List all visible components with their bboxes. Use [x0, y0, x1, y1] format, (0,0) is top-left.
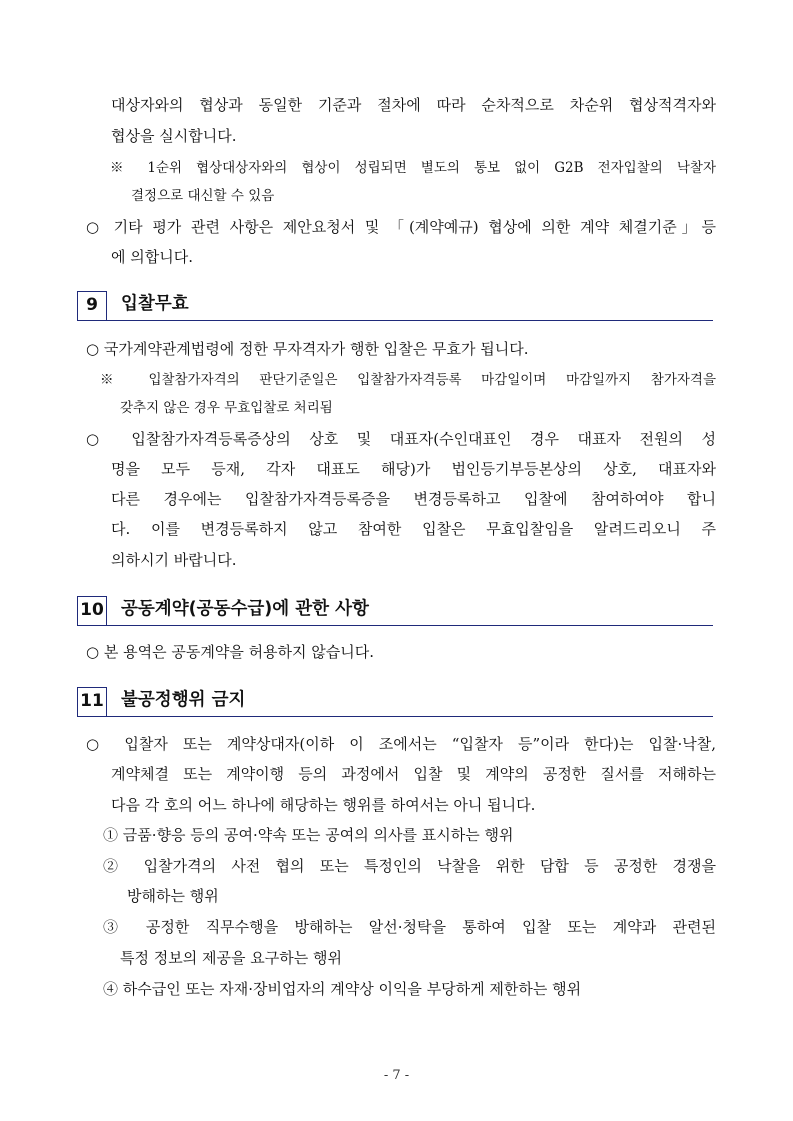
text-line: 다. 이를 변경등록하지 않고 참여한 입찰은 무효입찰임을 알려드리오니 주 — [111, 520, 716, 538]
note-line: ※ 1순위 협상대상자와의 협상이 성립되면 별도의 통보 없이 G2B 전자입찰의 낙찰자 — [110, 160, 716, 176]
section-number: 9 — [77, 291, 107, 321]
list-item: ③ 공정한 직무수행을 방해하는 알선·청탁을 통하여 입찰 또는 계약과 관련된 — [103, 918, 716, 936]
text-line: ○ 본 용역은 공동계약을 허용하지 않습니다. — [86, 643, 375, 661]
note-line: 결정으로 대신할 수 있음 — [131, 188, 275, 204]
list-item: ① 금품·향응 등의 공여·약속 또는 공여의 의사를 표시하는 행위 — [103, 826, 514, 844]
text-line: ○ 입찰자 또는 계약상대자(이하 이 조에서는 “입찰자 등”이라 한다)는 입찰·낙찰, — [86, 735, 716, 753]
text-line: 명을 모두 등재, 각자 대표도 해당)가 법인등기부등본상의 상호, 대표자와 — [111, 460, 716, 478]
list-item: ④ 하수급인 또는 자재·장비업자의 계약상 이익을 부당하게 제한하는 행위 — [103, 980, 582, 998]
list-item-continuation: 방해하는 행위 — [127, 887, 219, 905]
note-line: 갖추지 않은 경우 무효입찰로 처리됨 — [120, 400, 333, 416]
text-line: 다른 경우에는 입찰참가자격등록증을 변경등록하고 입찰에 참여하여야 합니 — [111, 490, 716, 508]
section-divider — [107, 716, 713, 717]
text-line: 의하시기 바랍니다. — [111, 551, 237, 569]
section-title: 공동계약(공동수급)에 관한 사항 — [121, 599, 369, 619]
section-title: 불공정행위 금지 — [121, 690, 246, 710]
text-line: ○ 국가계약관계법령에 정한 무자격자가 행한 입찰은 무효가 됩니다. — [86, 340, 529, 358]
text-line: 대상자와의 협상과 동일한 기준과 절차에 따라 순차적으로 차순위 협상적격자와 — [111, 96, 716, 114]
text-line: ○ 기타 평가 관련 사항은 제안요청서 및 「(계약예규) 협상에 의한 계약 체결기준」등 — [86, 218, 716, 236]
section-number: 10 — [77, 596, 107, 626]
list-item: ② 입찰가격의 사전 협의 또는 특정인의 낙찰을 위한 담합 등 공정한 경쟁을 — [103, 857, 716, 875]
list-item-continuation: 특정 정보의 제공을 요구하는 행위 — [120, 949, 342, 967]
text-line: 에 의합니다. — [111, 248, 193, 266]
text-line: ○ 입찰참가자격등록증상의 상호 및 대표자(수인대표인 경우 대표자 전원의 성 — [86, 430, 716, 448]
section-divider — [107, 320, 713, 321]
note-line: ※ 입찰참가자격의 판단기준일은 입찰참가자격등록 마감일이며 마감일까지 참가자격을 — [100, 372, 716, 388]
section-divider — [107, 625, 713, 626]
text-line: 다음 각 호의 어느 하나에 해당하는 행위를 하여서는 아니 됩니다. — [111, 796, 536, 814]
section-number: 11 — [77, 687, 107, 717]
section-title: 입찰무효 — [121, 294, 189, 314]
text-line: 계약체결 또는 계약이행 등의 과정에서 입찰 및 계약의 공정한 질서를 저해하는 — [111, 765, 716, 783]
text-line: 협상을 실시합니다. — [111, 127, 237, 145]
page-number: - 7 - — [383, 1068, 410, 1083]
